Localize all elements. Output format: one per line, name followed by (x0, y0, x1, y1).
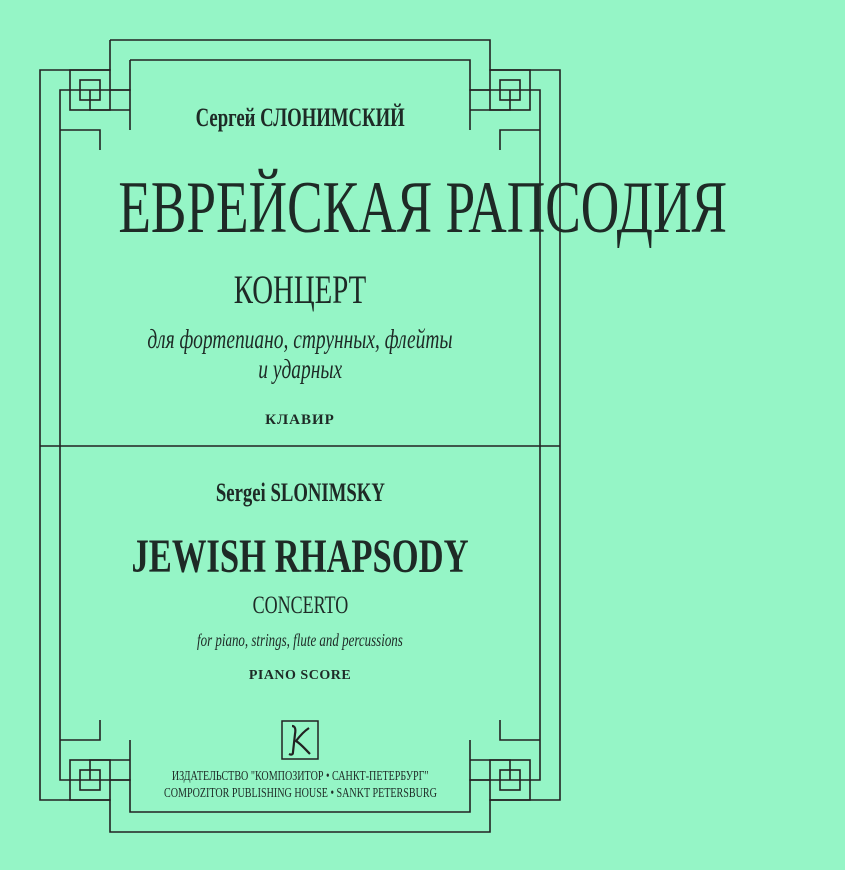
publisher-line-russian: ИЗДАТЕЛЬСТВО "КОМПОЗИТОР • САНКТ-ПЕТЕРБУРГ" (171, 769, 429, 784)
russian-score-type: КЛАВИР (265, 412, 335, 428)
english-composer-name: Sergei SLONIMSKY (215, 478, 385, 507)
publisher-line-english: COMPOZITOR PUBLISHING HOUSE • SANKT PETERSBURG (163, 786, 437, 801)
russian-genre: КОНЦЕРТ (233, 267, 367, 312)
russian-title: ЕВРЕЙСКАЯ РАПСОДИЯ (118, 167, 727, 249)
russian-instrumentation-line2: и ударных (258, 354, 342, 384)
english-score-type: PIANO SCORE (248, 668, 352, 683)
russian-composer-name: Сергей СЛОНИМСКИЙ (195, 103, 405, 132)
russian-instrumentation-line1: для фортепиано, струнных, флейты (147, 324, 453, 354)
publisher-k-monogram-icon (281, 720, 319, 760)
english-instrumentation: for piano, strings, flute and percussions (197, 630, 403, 650)
english-genre: CONCERTO (252, 592, 348, 619)
english-title: JEWISH RHAPSODY (131, 530, 469, 583)
